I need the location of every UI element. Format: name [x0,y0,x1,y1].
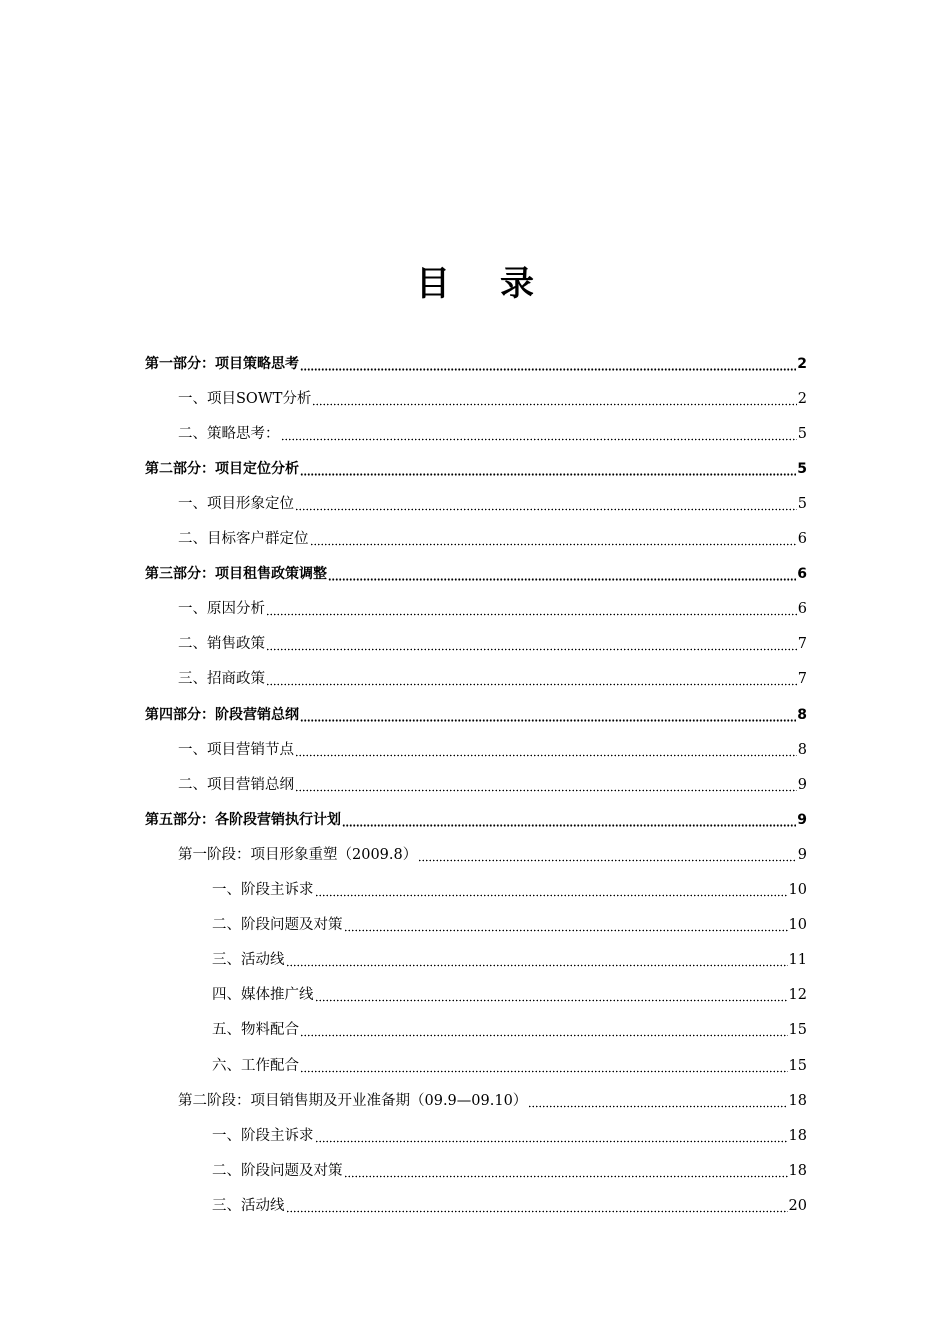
toc-entry-page-number: 6 [797,601,807,618]
toc-entry-page-number: 6 [797,531,807,547]
toc-entry-level-2[interactable] [178,1083,807,1118]
toc-entry-level-2[interactable] [178,767,807,802]
toc-entry-level-3[interactable] [212,873,807,908]
toc-entry-label: 二、销售政策 [178,636,265,653]
toc-entry-level-2[interactable] [178,662,807,697]
toc-entry-level-3[interactable] [212,978,807,1013]
toc-entry-label: 四、媒体推广线 [212,987,314,1004]
toc-entry-label: 一、原因分析 [178,601,265,618]
toc-entry-page-number: 15 [788,1057,807,1074]
toc-entry-page-number: 15 [788,1022,807,1039]
toc-entry-level-2[interactable] [178,416,807,451]
toc-entry-label: 二、策略思考： [178,425,280,442]
toc-entry-page-number: 5 [797,495,807,512]
toc-entry-level-1[interactable] [145,346,807,381]
toc-entry-label: 一、项目SOWT分析 [178,390,312,407]
toc-entry-level-2[interactable] [178,837,807,872]
toc-dot-leader [315,881,788,899]
toc-entry-level-3[interactable] [212,943,807,978]
toc-dot-leader [328,565,796,583]
toc-entry-label: 第一部分：项目策略思考 [145,355,299,372]
toc-dot-leader [310,530,797,548]
page-title [0,262,950,306]
toc-dot-leader [300,355,796,373]
toc-dot-leader [528,1092,787,1110]
toc-entry-label: 第四部分：阶段营销总纲 [145,706,299,723]
toc-entry-label: 二、项目营销总纲 [178,776,294,793]
toc-entry-label: 第三部分：项目租售政策调整 [145,566,327,583]
toc-entry-level-2[interactable] [178,381,807,416]
toc-entry-label: 二、阶段问题及对策 [212,1162,343,1179]
toc-entry-level-2[interactable] [178,522,807,557]
toc-entry-page-number: 5 [797,425,807,442]
toc-entry-level-3[interactable] [212,908,807,943]
toc-entry-label: 第一阶段：项目形象重塑（2009.8） [178,846,418,863]
toc-entry-page-number: 2 [797,390,807,407]
toc-entry-page-number: 10 [788,917,807,934]
toc-entry-level-3[interactable] [212,1118,807,1153]
toc-entry-level-3[interactable] [212,1188,807,1223]
toc-entry-level-3[interactable] [212,1153,807,1188]
toc-entry-page-number: 9 [797,776,807,793]
toc-dot-leader [300,1021,788,1039]
toc-entry-page-number: 18 [788,1092,807,1109]
toc-entry-label: 二、阶段问题及对策 [212,917,343,934]
toc-dot-leader [266,670,797,688]
toc-entry-page-number: 12 [788,987,807,1004]
toc-dot-leader [344,916,788,934]
toc-entry-label: 一、阶段主诉求 [212,882,314,898]
toc-entry-label: 一、项目形象定位 [178,495,294,512]
toc-entry-page-number: 10 [788,882,807,898]
toc-entry-level-1[interactable] [145,557,807,592]
toc-entry-page-number: 7 [797,636,807,653]
toc-entry-page-number: 7 [797,671,807,688]
toc-dot-leader [315,1127,788,1145]
toc-dot-leader [312,390,796,408]
toc-entry-label: 第二部分：项目定位分析 [145,460,299,477]
toc-entry-page-number: 9 [797,846,807,863]
toc-entry-page-number: 2 [797,355,807,372]
toc-dot-leader [281,425,797,443]
toc-entry-level-1[interactable] [145,451,807,486]
toc-dot-leader [342,811,796,829]
toc-entry-label: 三、招商政策 [178,671,265,688]
toc-entry-level-1[interactable] [145,697,807,732]
toc-entry-page-number: 18 [788,1162,807,1179]
toc-dot-leader [286,951,788,969]
toc-entry-label: 一、项目营销节点 [178,741,294,758]
toc-entry-level-2[interactable] [178,627,807,662]
toc-entry-page-number: 8 [797,706,807,723]
toc-entry-label: 第五部分：各阶段营销执行计划 [145,811,341,828]
toc-entry-level-2[interactable] [178,592,807,627]
page-title-char-2: 录 [500,264,534,304]
toc-dot-leader [315,986,788,1004]
toc-dot-leader [286,1197,788,1215]
toc-dot-leader [344,1162,788,1180]
toc-dot-leader [266,635,797,653]
toc-dot-leader [295,495,797,513]
toc-entry-page-number: 9 [797,811,807,828]
toc-entry-level-1[interactable] [145,802,807,837]
toc-entry-level-3[interactable] [212,1048,807,1083]
toc-entry-page-number: 5 [797,460,807,477]
toc-entry-level-2[interactable] [178,732,807,767]
toc-entry-page-number: 11 [788,952,807,969]
toc-entry-label: 第二阶段：项目销售期及开业准备期（09.9—09.10） [178,1092,528,1109]
toc-entry-level-3[interactable] [212,1013,807,1048]
toc-entry-page-number: 8 [797,741,807,758]
page-title-char-1: 目 [416,264,450,304]
toc-entry-label: 三、活动线 [212,1197,285,1214]
toc-entry-label: 二、目标客户群定位 [178,531,309,547]
toc-entry-page-number: 6 [797,566,807,583]
toc-entry-label: 三、活动线 [212,952,285,969]
toc-entry-label: 五、物料配合 [212,1022,299,1039]
toc-entry-level-2[interactable] [178,486,807,521]
toc-entry-page-number: 20 [788,1197,807,1214]
toc-dot-leader [300,460,796,478]
toc-dot-leader [295,741,797,759]
toc-dot-leader [418,846,797,864]
toc-entry-label: 一、阶段主诉求 [212,1127,314,1144]
toc-dot-leader [295,776,797,794]
toc-dot-leader [266,600,797,618]
toc-dot-leader [300,706,796,724]
toc-entry-page-number: 18 [788,1127,807,1144]
toc-dot-leader [300,1057,788,1075]
toc-entry-label: 六、工作配合 [212,1057,299,1074]
